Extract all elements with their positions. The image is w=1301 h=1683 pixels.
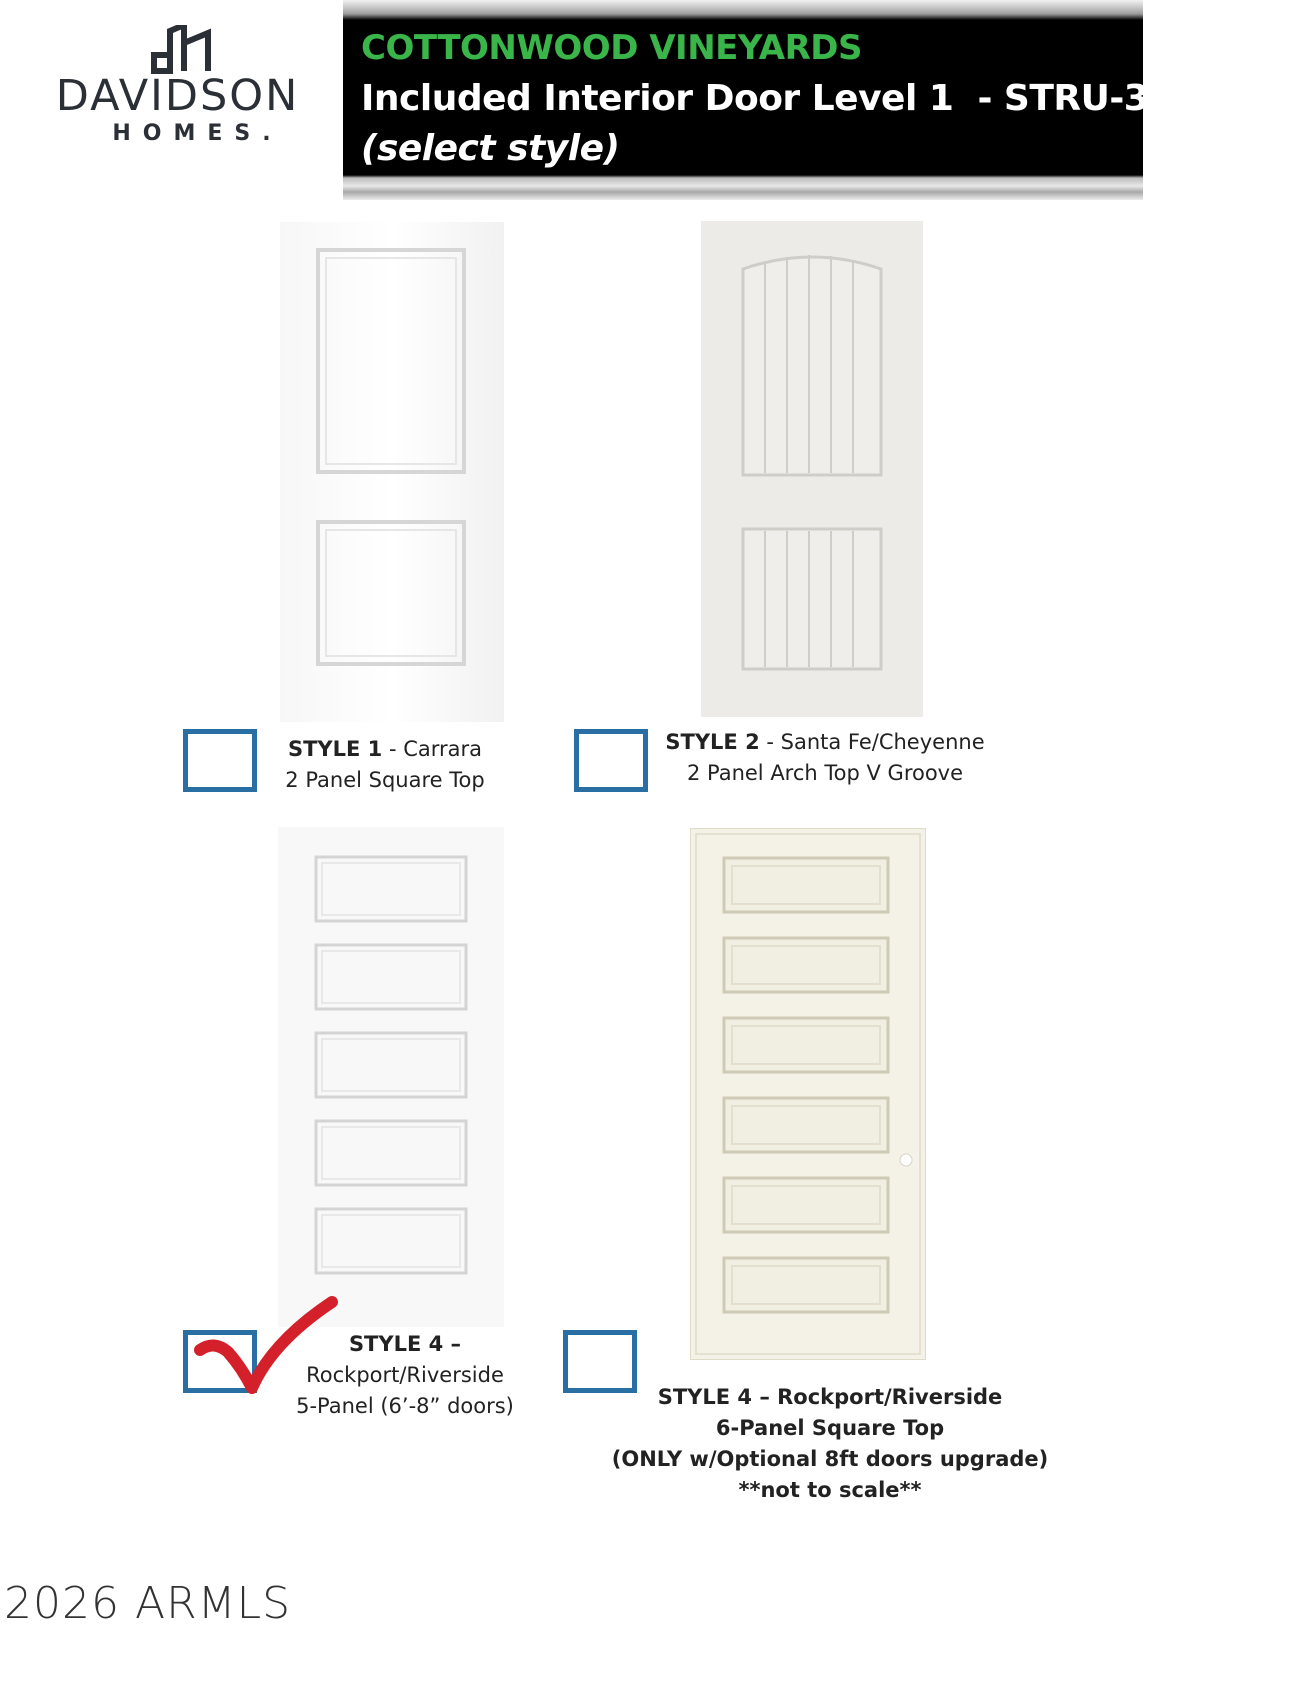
style-1-description: 2 Panel Square Top — [285, 768, 485, 792]
style-4-six-panel-caption — [610, 1382, 1050, 1506]
logo-wordmark: DAVIDSON — [55, 71, 300, 121]
dh-monogram-icon — [150, 25, 220, 75]
style-4-five-panel-caption — [280, 1329, 530, 1422]
header-banner — [343, 0, 1222, 200]
style-2-description: 2 Panel Arch Top V Groove — [686, 761, 964, 785]
style-4-six-panel-note: (ONLY w/Optional 8ft doors upgrade) — [611, 1447, 1049, 1471]
style-2-caption: STYLE 2 - Santa Fe/Cheyenne 2 Panel Arch Top V Groove — [660, 727, 990, 789]
style-2-name: Santa Fe/Cheyenne — [780, 730, 985, 754]
door-style-2-image — [701, 221, 923, 717]
logo-subwordmark: HOMES. — [112, 121, 283, 146]
style-4-six-panel-label: STYLE 4 – Rockport/Riverside — [657, 1385, 1003, 1409]
door-style-4-five-panel-image — [278, 827, 504, 1327]
style-4-six-panel-description: 6-Panel Square Top — [715, 1416, 945, 1440]
style-1-caption: STYLE 1 - Carrara 2 Panel Square Top — [270, 734, 500, 796]
door-style-1-image — [280, 222, 504, 722]
style-4-six-panel-scale-note: **not to scale** — [738, 1478, 922, 1502]
style-4-five-panel-label: STYLE 4 – — [348, 1332, 462, 1356]
page-subtitle: (select style) — [361, 128, 620, 169]
style-1-label: STYLE 1 — [287, 737, 383, 761]
style-1-name: Carrara — [403, 737, 483, 761]
door-style-4-six-panel-image — [690, 828, 926, 1360]
page-title: Included Interior Door Level 1 - STRU-3090 — [361, 78, 1222, 119]
community-name: COTTONWOOD VINEYARDS — [361, 28, 862, 68]
style-2-label: STYLE 2 — [665, 730, 760, 754]
style-1-checkbox[interactable] — [183, 729, 257, 792]
style-4-five-panel-description: 5-Panel (6’-8” doors) — [296, 1394, 514, 1418]
watermark: 2026 ARMLS — [4, 1578, 292, 1629]
davidson-homes-logo — [55, 25, 300, 155]
style-2-checkbox[interactable] — [574, 729, 648, 792]
style-4-five-panel-name: Rockport/Riverside — [306, 1363, 504, 1387]
